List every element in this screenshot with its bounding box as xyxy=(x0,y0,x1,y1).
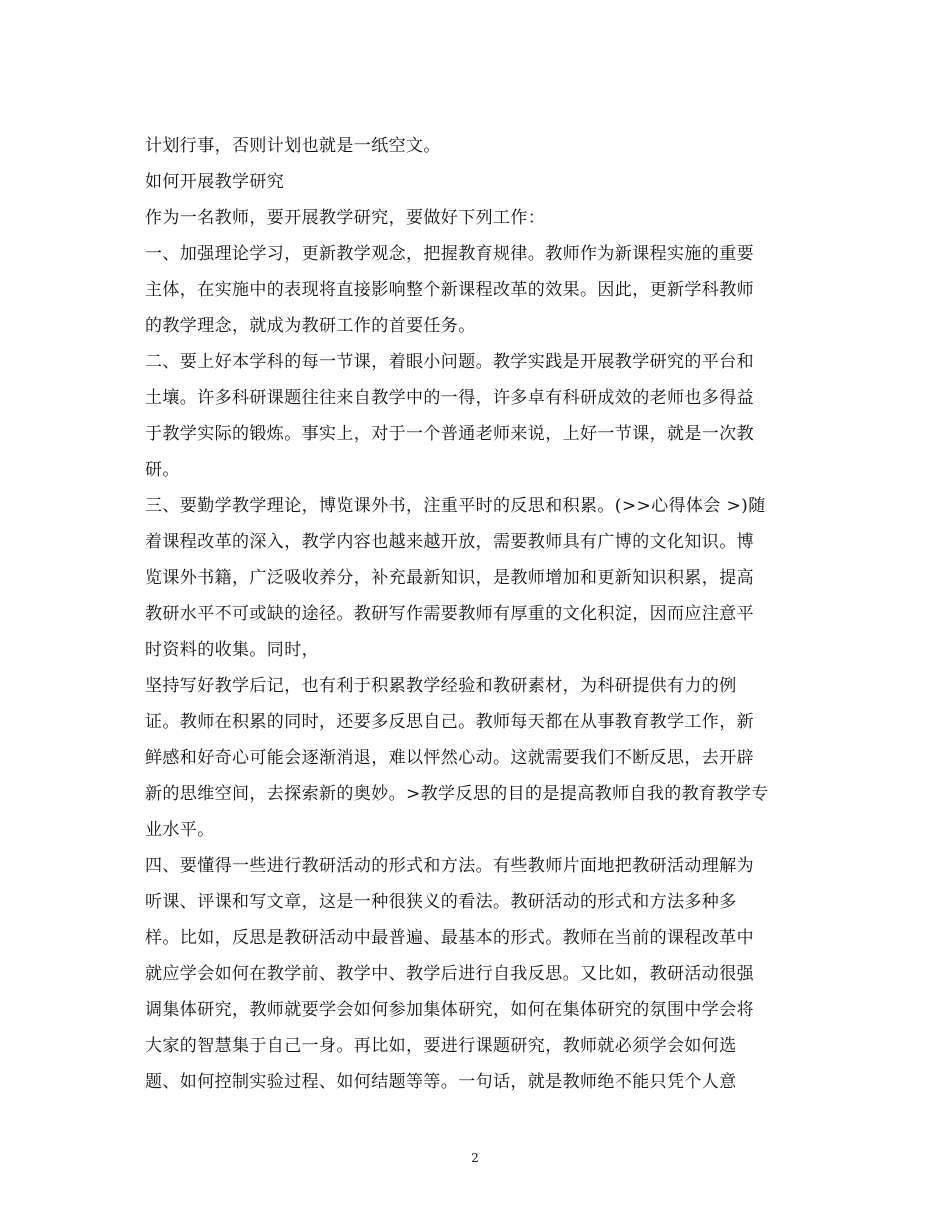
text-line: 计划行事，否则计划也就是一纸空文。 xyxy=(145,136,441,156)
text-line: 四、要懂得一些进行教研活动的形式和方法。有些教师片面地把教研活动理解为 xyxy=(145,856,754,876)
body-text xyxy=(145,128,825,1100)
text-line: 就应学会如何在教学前、教学中、教学后进行自我反思。又比如，教研活动很强 xyxy=(145,964,754,984)
text-line: 时资料的收集。同时， xyxy=(145,640,319,660)
text-line: 的教学理念，就成为教研工作的首要任务。 xyxy=(145,316,476,336)
text-line: 听课、评课和写文章，这是一种很狭义的看法。教研活动的形式和方法多种多 xyxy=(145,892,737,912)
text-line: 新的思维空间，去探索新的奥妙。>教学反思的目的是提高教师自我的教育教学专 xyxy=(145,784,769,804)
text-line: 二、要上好本学科的每一节课，着眼小问题。教学实践是开展教学研究的平台和 xyxy=(145,352,754,372)
text-line: 着课程改革的深入，教学内容也越来越开放，需要教师具有广博的文化知识。博 xyxy=(145,532,754,552)
text-line: 鲜感和好奇心可能会逐渐消退，难以怦然心动。这就需要我们不断反思，去开辟 xyxy=(145,748,754,768)
text-line: 题、如何控制实验过程、如何结题等等。一句话，就是教师绝不能只凭个人意 xyxy=(145,1072,737,1092)
section-heading: 如何开展教学研究 xyxy=(145,172,285,192)
text-line: 坚持写好教学后记，也有利于积累教学经验和教研素材，为科研提供有力的例 xyxy=(145,676,737,696)
text-line: 于教学实际的锻炼。事实上，对于一个普通老师来说，上好一节课，就是一次教 xyxy=(145,424,754,444)
page-number: 2 xyxy=(471,1151,479,1165)
text-line: 教研水平不可或缺的途径。教研写作需要教师有厚重的文化积淀，因而应注意平 xyxy=(145,604,754,624)
text-line: 证。教师在积累的同时，还要多反思自己。教师每天都在从事教育教学工作，新 xyxy=(145,712,754,732)
text-line: 样。比如，反思是教研活动中最普遍、最基本的形式。教师在当前的课程改革中 xyxy=(145,928,754,948)
text-line: 主体，在实施中的表现将直接影响整个新课程改革的效果。因此，更新学科教师 xyxy=(145,280,754,300)
text-line: 调集体研究，教师就要学会如何参加集体研究，如何在集体研究的氛围中学会将 xyxy=(145,1000,754,1020)
text-line: 览课外书籍，广泛吸收养分，补充最新知识，是教师增加和更新知识积累，提高 xyxy=(145,568,754,588)
text-line: 一、加强理论学习，更新教学观念，把握教育规律。教师作为新课程实施的重要 xyxy=(145,244,754,264)
text-line: 研。 xyxy=(145,460,180,480)
text-line: 土壤。许多科研课题往往来自教学中的一得，许多卓有科研成效的老师也多得益 xyxy=(145,388,754,408)
text-line: 大家的智慧集于自己一身。再比如，要进行课题研究，教师就必须学会如何选 xyxy=(145,1036,737,1056)
text-line: 三、要勤学教学理论，博览课外书，注重平时的反思和积累。(>>心得体会 >)随 xyxy=(145,496,766,516)
text-line: 作为一名教师，要开展教学研究，要做好下列工作： xyxy=(145,208,546,228)
text-line: 业水平。 xyxy=(145,820,215,840)
